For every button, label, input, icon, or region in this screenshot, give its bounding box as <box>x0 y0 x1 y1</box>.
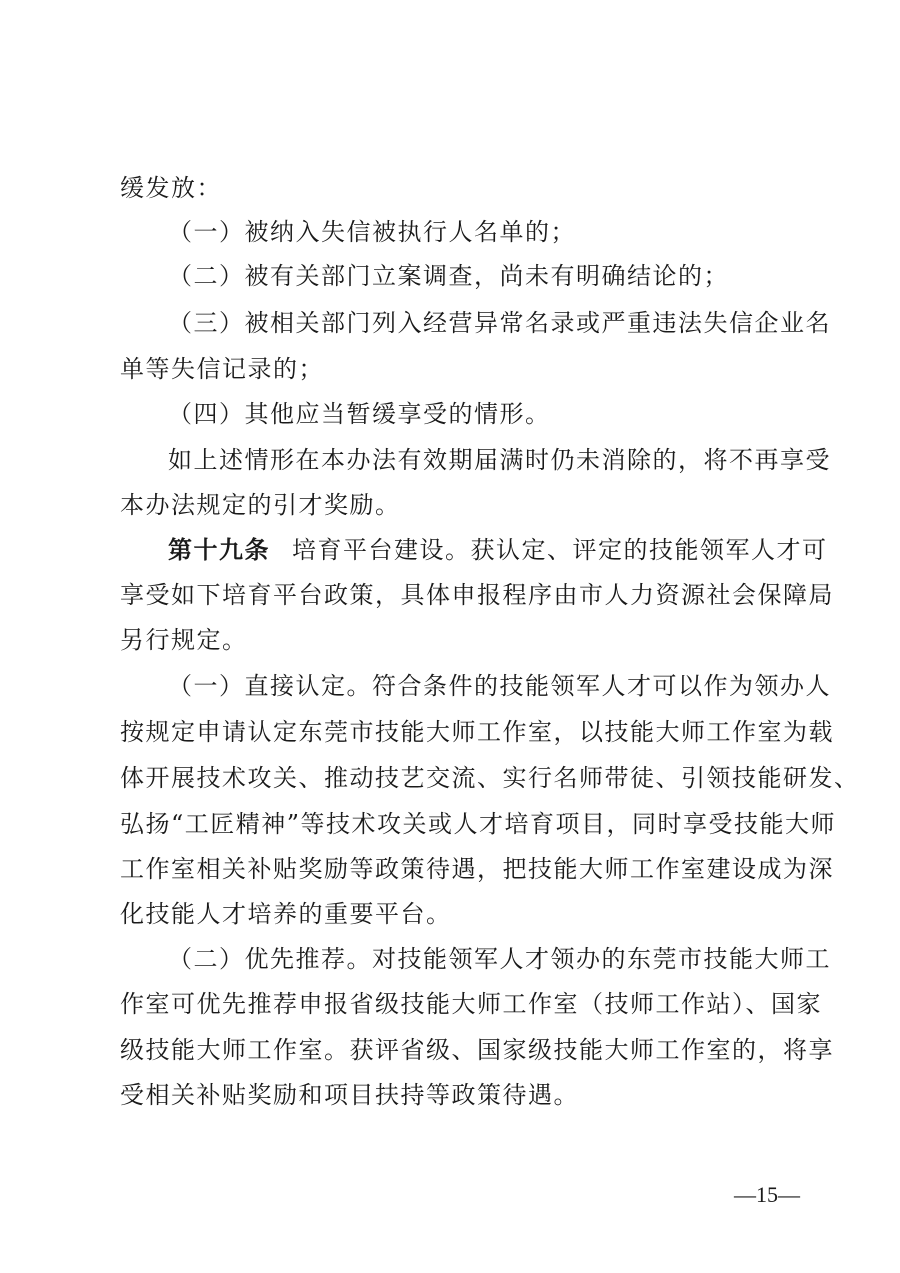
article-heading: 第十九条 <box>168 535 270 564</box>
paragraph-line: 作室可优先推荐申报省级技能大师工作室（技师工作站）、国家 <box>120 990 822 1018</box>
article-paragraph <box>168 534 828 566</box>
page-number: —15— <box>734 1182 800 1207</box>
list-item: （一）被纳入失信被执行人名单的； <box>168 218 576 246</box>
list-item: （三）被相关部门列入经营异常名录或严重违法失信企业名 <box>168 309 831 337</box>
paragraph-line: 缓发放： <box>120 174 222 202</box>
list-item: （四）其他应当暂缓享受的情形。 <box>168 400 551 428</box>
list-item: （二）优先推荐。对技能领军人才领办的东莞市技能大师工 <box>168 945 831 973</box>
list-item: （一）直接认定。符合条件的技能领军人才可以作为领办人 <box>168 672 831 700</box>
list-item: （二）被有关部门立案调查，尚未有明确结论的； <box>168 262 729 290</box>
paragraph-line: 体开展技术攻关、推动技艺交流、实行名师带徒、引领技能研发、 <box>120 764 860 792</box>
paragraph-line: 受相关补贴奖励和项目扶持等政策待遇。 <box>120 1081 579 1109</box>
paragraph-line: 培育平台建设。获认定、评定的技能领军人才可 <box>292 536 828 564</box>
paragraph-line: 另行规定。 <box>120 626 248 654</box>
paragraph-line: 级技能大师工作室。获评省级、国家级技能大师工作室的，将享 <box>120 1036 834 1064</box>
paragraph-line: 享受如下培育平台政策，具体申报程序由市人力资源社会保障局 <box>120 581 834 609</box>
paragraph-line: 工作室相关补贴奖励等政策待遇，把技能大师工作室建设成为深 <box>120 855 834 883</box>
paragraph-line: 化技能人才培养的重要平台。 <box>120 900 452 928</box>
paragraph-line: 弘扬“工匠精神”等技术攻关或人才培育项目，同时享受技能大师 <box>120 810 837 838</box>
paragraph-line: 本办法规定的引才奖励。 <box>120 491 401 519</box>
paragraph-line: 如上述情形在本办法有效期届满时仍未消除的，将不再享受 <box>168 446 831 474</box>
paragraph-line: 单等失信记录的； <box>120 355 324 383</box>
paragraph-line: 按规定申请认定东莞市技能大师工作室，以技能大师工作室为载 <box>120 718 834 746</box>
